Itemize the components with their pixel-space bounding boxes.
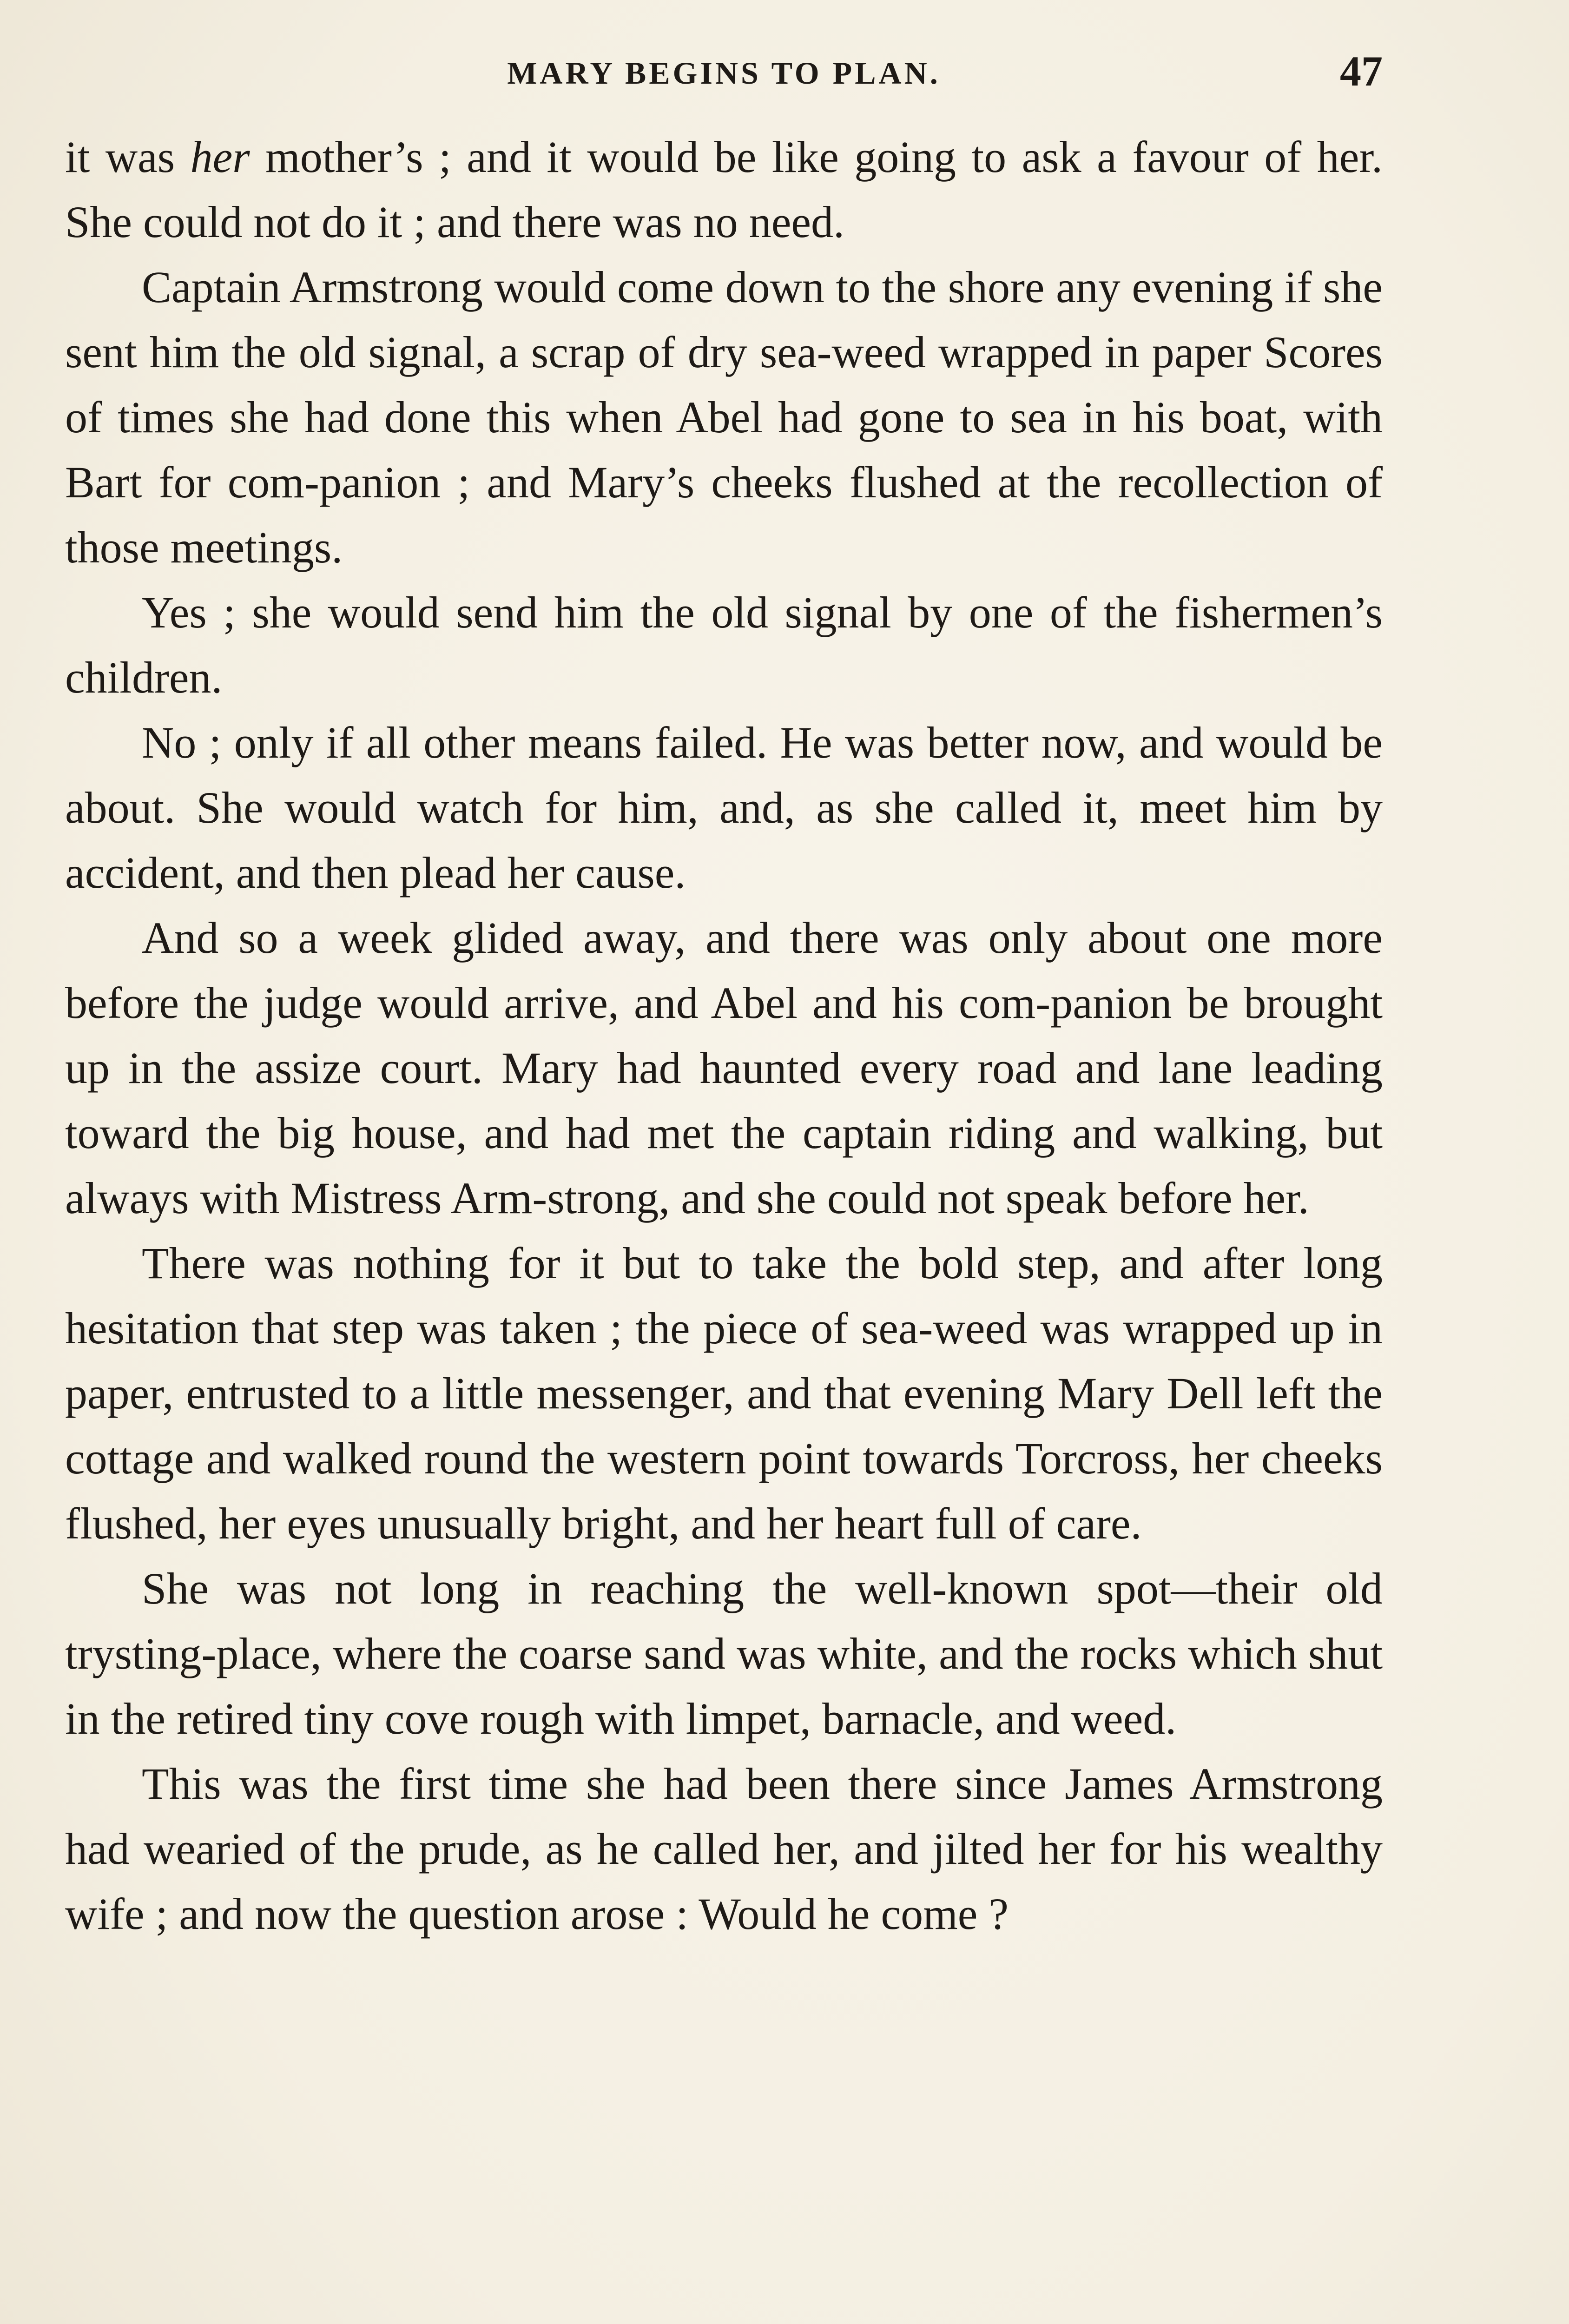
page-header <box>65 46 1383 107</box>
paragraph-text: She was not long in reaching the well-known spot—their old trysting-place, where the coarse sand was white, and the rocks which shut in the retired tiny cove rough with limpet, barnacle, and weed. <box>65 1564 1383 1743</box>
emphasis-her: her <box>190 132 250 182</box>
paragraph-3 <box>65 580 1383 710</box>
body-text <box>65 125 1383 1947</box>
page-number: 47 <box>1340 47 1383 95</box>
paragraph-text: There was nothing for it but to take the bold step, and after long hesitation that step was taken ; the piece of sea-weed was wrapped up in paper, entrusted to a little messenger, and that evening Mary Dell left the cottage and walked round the western point towards Torcross, her cheeks flushed, her eyes unusually bright, and her heart full of care. <box>65 1238 1383 1548</box>
paragraph-4 <box>65 710 1383 905</box>
paragraph-text: This was the first time she had been there since James Armstrong had wearied of the prude, as he called her, and jilted her for his wealthy wife ; and now the question arose : Would he come ? <box>65 1759 1383 1939</box>
paragraph-2 <box>65 255 1383 580</box>
paragraph-text: Captain Armstrong would come down to the shore any evening if she sent him the old signal, a scrap of dry sea-weed wrapped in paper Scores of times she had done this when Abel had gone to sea in his boat, with Bart for com-panion ; and Mary’s cheeks flushed at the recollection of those meetings. <box>65 262 1383 572</box>
paragraph-7 <box>65 1556 1383 1751</box>
paragraph-1 <box>65 125 1383 255</box>
running-title: MARY BEGINS TO PLAN. <box>507 55 941 91</box>
paragraph-text: No ; only if all other means failed. He was better now, and would be about. She would watch for him, and, as she called it, meet him by accident, and then plead her cause. <box>65 718 1383 898</box>
paragraph-text: And so a week glided away, and there was only about one more before the judge would arrive, and Abel and his com-panion be brought up in the assize court. Mary had haunted every road and lane leading toward the big house, and had met the captain riding and walking, but always with Mistress Arm-strong, and she could not speak before her. <box>65 913 1383 1223</box>
paragraph-text: mother’s ; and it would be like going to ask a favour of her. She could not do it ; and there was no need. <box>65 132 1383 247</box>
paragraph-6 <box>65 1231 1383 1556</box>
paragraph-5 <box>65 905 1383 1231</box>
paragraph-8 <box>65 1751 1383 1947</box>
paragraph-text: Yes ; she would send him the old signal by one of the fishermen’s children. <box>65 588 1383 702</box>
paragraph-text: it was <box>65 132 191 182</box>
